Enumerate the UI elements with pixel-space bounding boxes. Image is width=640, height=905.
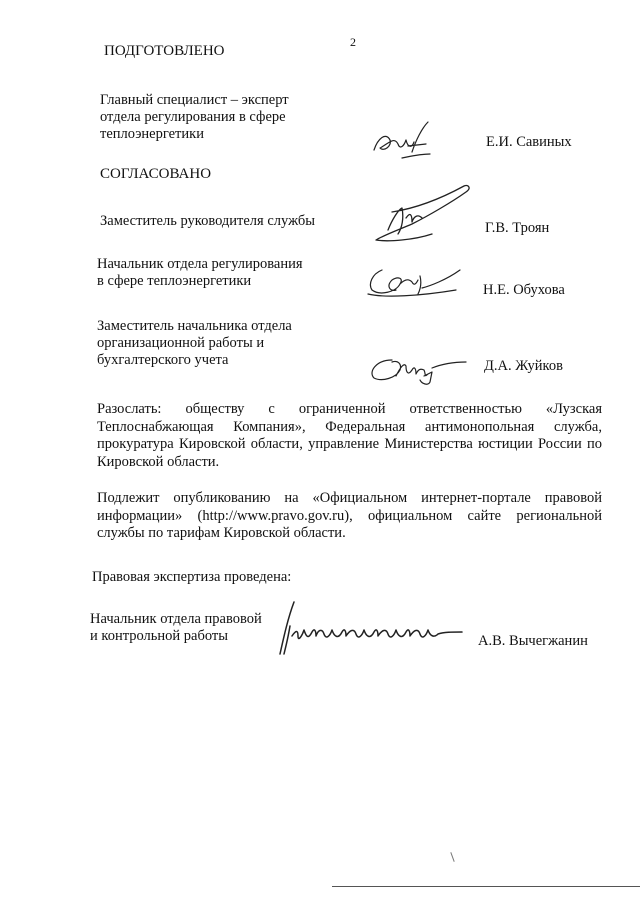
agreed-name-2: Н.Е. Обухова	[483, 282, 565, 298]
publication-paragraph: Подлежит опубликованию на «Официальном интернет-портале правовой информации» (http://www.pravo.gov.ru), официальном сайте региональной службы по тарифам Кировской области.	[97, 490, 602, 541]
position-line: Начальник отдела правовой	[90, 611, 262, 627]
agreed-name-3: Д.А. Жуйков	[484, 358, 563, 374]
position-line: в сфере теплоэнергетики	[97, 273, 252, 289]
position-line: теплоэнергетики	[100, 126, 204, 142]
position-line: организационной работы и	[97, 335, 265, 351]
position-line: Начальник отдела регулирования	[97, 256, 303, 272]
position-line: и контрольной работы	[90, 628, 228, 644]
agreed-name-1: Г.В. Троян	[485, 220, 550, 236]
position-line: Заместитель начальника отдела	[97, 318, 292, 334]
agreed-position-3	[97, 318, 292, 369]
prepared-name: Е.И. Савиных	[486, 134, 572, 150]
legal-review-note: Правовая экспертиза проведена:	[92, 569, 292, 585]
distribution-paragraph: Разослать: обществу с ограниченной ответственностью «Лузская Теплоснабжающая Компания», Федеральная антимонопольная служба, прокуратура Кировской области, управление Министерства юстиции России по Кировской области.	[97, 401, 602, 470]
prepared-position	[100, 92, 289, 143]
signature-obukhova	[360, 250, 470, 310]
agreed-heading: СОГЛАСОВАНО	[100, 166, 212, 182]
agreed-position-2	[97, 256, 303, 290]
position-line: отдела регулирования в сфере	[100, 109, 286, 125]
page-number: 2	[350, 35, 356, 49]
signature-vychegzhanin	[268, 596, 468, 666]
scan-speck	[450, 852, 454, 862]
signature-troyan	[368, 178, 478, 258]
signature-savinykh	[368, 118, 438, 168]
signature-zhuikov	[362, 348, 472, 398]
position-line: бухгалтерского учета	[97, 352, 229, 368]
legal-head-name: А.В. Вычегжанин	[478, 633, 588, 649]
prepared-heading: ПОДГОТОВЛЕНО	[104, 43, 225, 59]
agreed-position-1: Заместитель руководителя службы	[100, 213, 316, 229]
legal-head-position	[90, 611, 262, 645]
position-line: Главный специалист – эксперт	[100, 92, 289, 108]
scan-line-bottom	[332, 886, 640, 887]
